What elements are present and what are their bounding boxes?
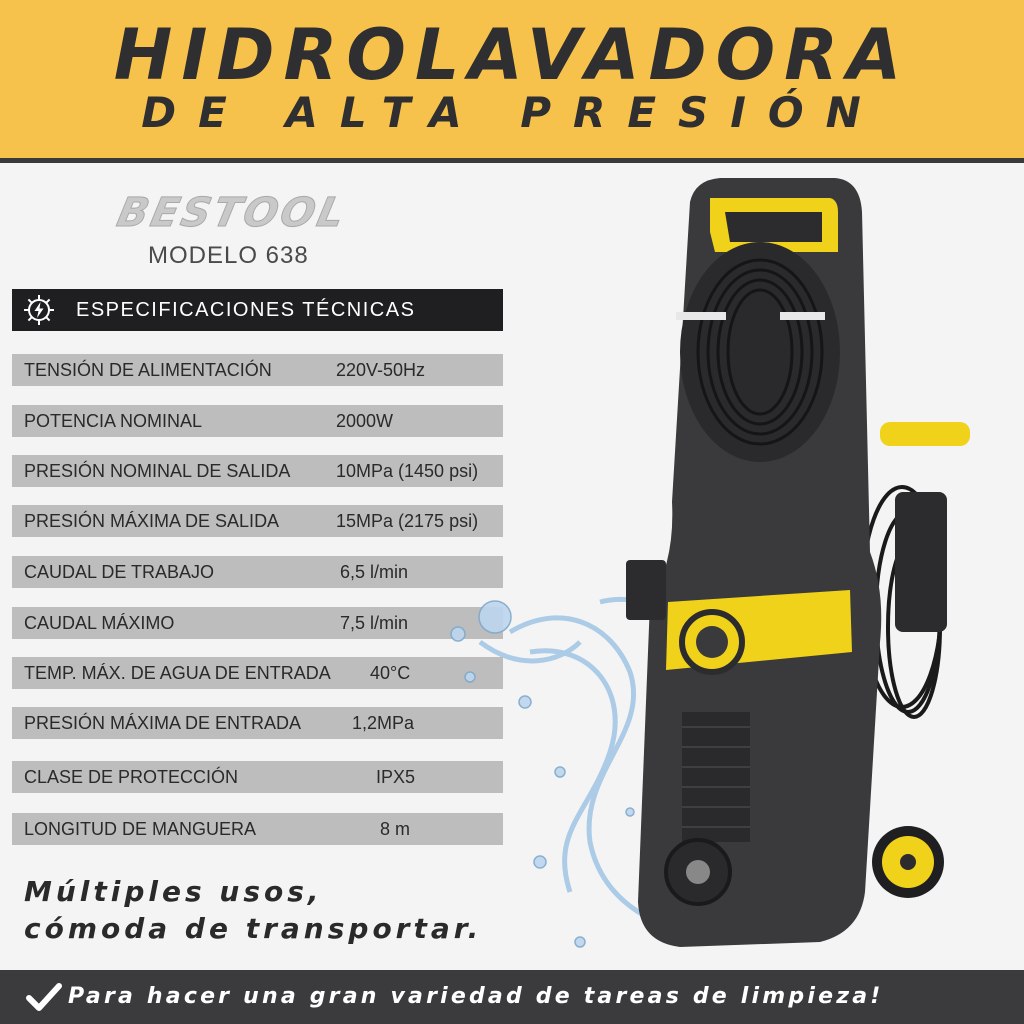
spec-row [12, 607, 503, 639]
spec-value: 10MPa (1450 psi) [336, 461, 479, 481]
spec-label: CAUDAL DE TRABAJO [24, 562, 215, 582]
spec-label: PRESIÓN MÁXIMA DE ENTRADA [24, 713, 302, 733]
spec-value: 2000W [336, 411, 394, 431]
spec-row [12, 707, 503, 739]
brand-logo: BESTOOL [113, 190, 352, 236]
spec-row [12, 505, 503, 537]
footer-text: Para hacer una gran variedad de tareas de limpieza! [68, 984, 884, 1009]
spec-label: CLASE DE PROTECCIÓN [24, 767, 239, 787]
spec-row [12, 813, 503, 845]
spec-value: 15MPa (2175 psi) [336, 511, 479, 531]
spec-row [12, 405, 503, 437]
spec-value: 220V-50Hz [336, 360, 426, 380]
spec-label: CAUDAL MÁXIMO [24, 613, 175, 633]
checkmark-icon [26, 982, 62, 1012]
specs-title: ESPECIFICACIONES TÉCNICAS [76, 299, 416, 321]
title-line1: HIDROLAVADORA [113, 14, 911, 96]
spec-value: 7,5 l/min [340, 613, 409, 633]
title-line2: DE ALTA PRESIÓN [141, 88, 883, 137]
spec-value: 8 m [380, 819, 411, 839]
slogan-line2: cómoda de transportar. [24, 912, 483, 945]
slogan-line1: Múltiples usos, [24, 875, 323, 908]
gear-bolt-icon [22, 293, 56, 327]
spec-row [12, 455, 503, 487]
header-divider [0, 158, 1024, 163]
spec-label: LONGITUD DE MANGUERA [24, 819, 257, 839]
footer-bar [0, 970, 1024, 1024]
spec-row [12, 657, 503, 689]
spec-value: 40°C [370, 663, 411, 683]
spec-row [12, 556, 503, 588]
spec-label: TEMP. MÁX. DE AGUA DE ENTRADA [24, 663, 331, 683]
spec-label: PRESIÓN MÁXIMA DE SALIDA [24, 511, 280, 531]
pressure-washer-image [440, 172, 1024, 970]
specs-header [12, 289, 503, 331]
spec-value: 1,2MPa [352, 713, 415, 733]
spec-label: PRESIÓN NOMINAL DE SALIDA [24, 461, 291, 481]
spec-value: IPX5 [376, 767, 416, 787]
spec-row [12, 354, 503, 386]
spec-label: TENSIÓN DE ALIMENTACIÓN [24, 360, 272, 380]
spec-label: POTENCIA NOMINAL [24, 411, 203, 431]
model-label: MODELO 638 [148, 242, 309, 269]
spec-row [12, 761, 503, 793]
spec-value: 6,5 l/min [340, 562, 409, 582]
